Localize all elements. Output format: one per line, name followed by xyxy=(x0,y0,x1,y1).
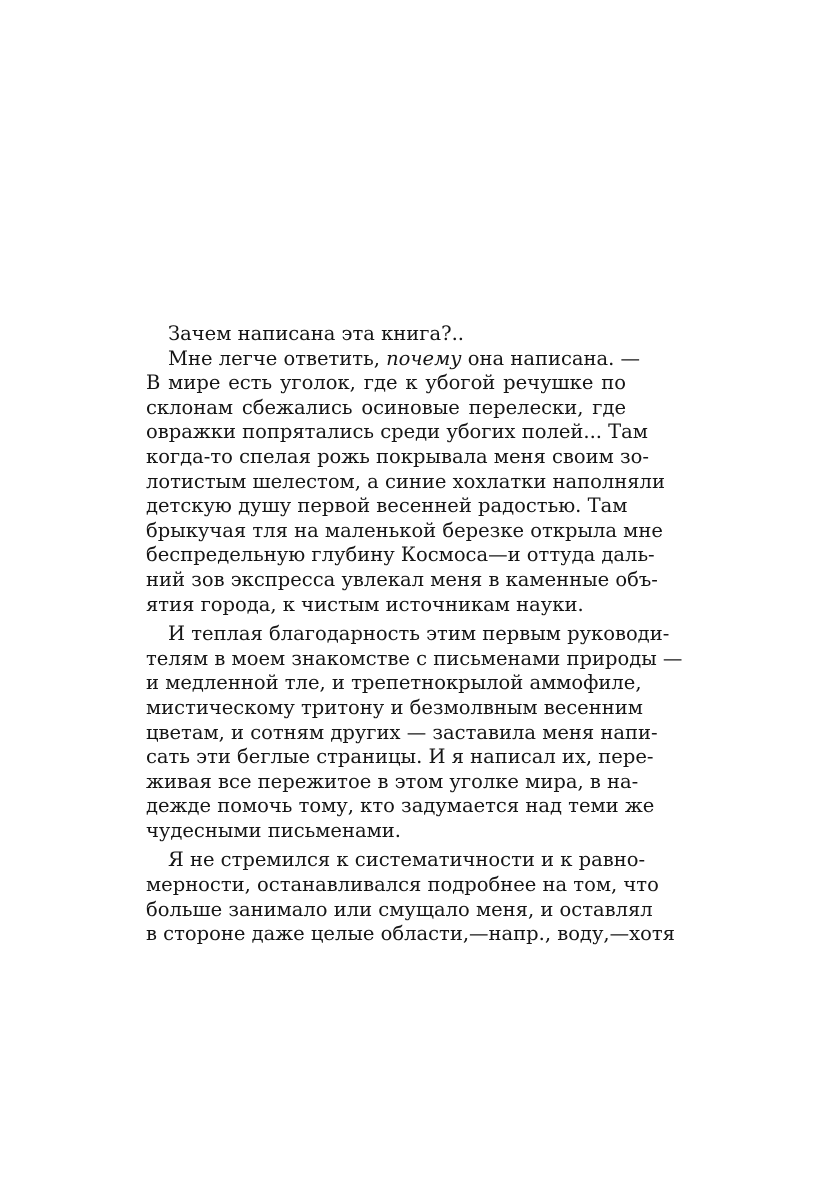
text-line: детскую душу первой весенней радостью. Там xyxy=(146,494,628,518)
text-line: мерности, останавливался подробнее на том, что xyxy=(146,873,659,897)
paragraph-2 xyxy=(146,346,665,618)
text-line: дежде помочь тому, кто задумается над теми же xyxy=(146,794,655,818)
text-line: цветам, и сотням других — заставила меня напи- xyxy=(146,720,658,744)
preface-text xyxy=(146,322,683,947)
text-line: чудесными письменами. xyxy=(146,818,401,842)
text-line-with-italic xyxy=(146,346,641,372)
paragraph-3 xyxy=(146,622,683,843)
text-line: когда-то спелая рожь покрывала меня своим зо- xyxy=(146,444,649,468)
text-line: в стороне даже целые области,—напр., воду,—хотя xyxy=(146,922,675,946)
text-line: склонам сбежались осиновые перелески, где xyxy=(146,395,626,419)
text-line: ятия города, к чистым источникам науки. xyxy=(146,592,584,616)
text-line: И теплая благодарность этим первым руководи- xyxy=(168,622,670,646)
text-line: овражки попрятались среди убогих полей... Там xyxy=(146,420,648,444)
text-line: лотистым шелестом, а синие хохлатки наполняли xyxy=(146,469,665,493)
text-segment: Мне легче ответить, xyxy=(168,346,387,370)
text-line: Я не стремился к систематичности и к равно- xyxy=(168,848,646,872)
text-line: и медленной тле, и трепетнокрылой аммофиле, xyxy=(146,671,642,695)
text-line: брыкучая тля на маленькой березке открыла мне xyxy=(146,518,663,542)
paragraph-1 xyxy=(146,322,626,347)
text-line: мистическому тритону и безмолвным весенним xyxy=(146,695,643,719)
text-segment: она написана. — xyxy=(461,346,641,370)
text-line: телям в моем знакомстве с письменами природы — xyxy=(146,646,683,670)
text-line: больше занимало или смущало меня, и оставлял xyxy=(146,897,653,921)
text-line: сать эти беглые страницы. И я написал их, пере- xyxy=(146,745,654,769)
text-line: ний зов экспресса увлекал меня в каменные объ- xyxy=(146,567,658,591)
text-line: беспредельную глубину Космоса—и оттуда даль- xyxy=(146,543,655,567)
text-line: В мире есть уголок, где к убогой речушке по xyxy=(146,371,626,395)
italic-word: почему xyxy=(386,346,462,370)
paragraph-4 xyxy=(146,848,675,946)
text-line: живая все пережитое в этом уголке мира, в на- xyxy=(146,769,639,793)
text-line: Зачем написана эта книга?.. xyxy=(168,322,464,345)
